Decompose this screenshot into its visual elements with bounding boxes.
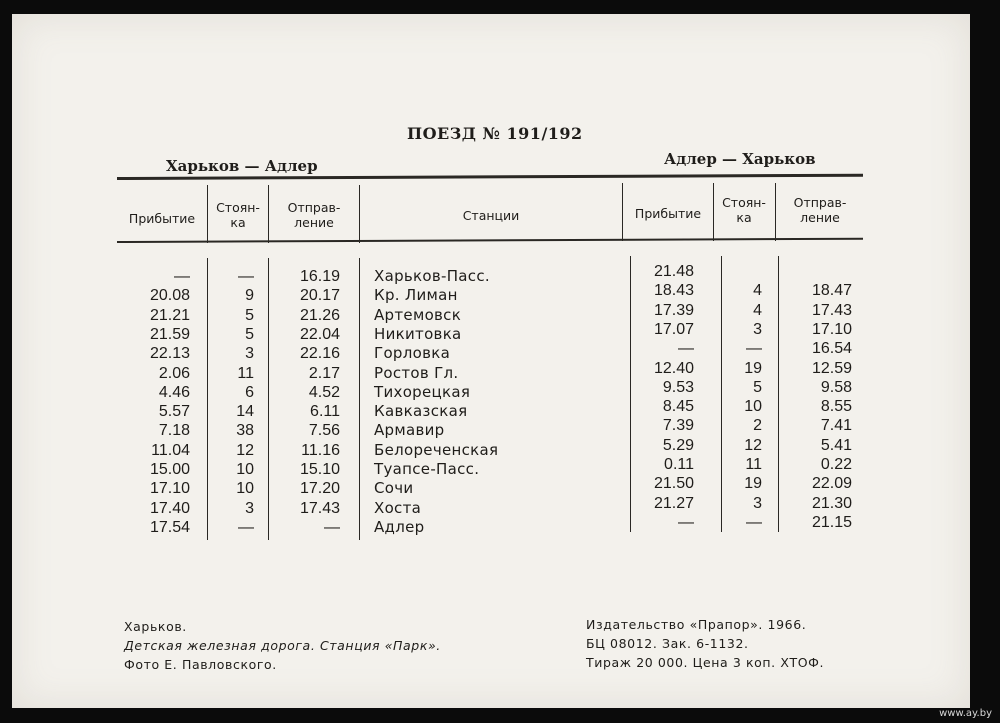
header-stop-line1: Стоян-	[722, 195, 766, 210]
departure-cell: 7.56	[308, 422, 340, 440]
watermark: www.ay.by	[939, 708, 992, 719]
return-departure-cell: 21.30	[811, 494, 852, 512]
arrival-cell: 21.59	[149, 325, 190, 343]
column-divider	[359, 258, 360, 540]
departure-cell: 4.52	[308, 383, 340, 401]
return-arrival-cell: 17.07	[653, 320, 694, 338]
return-arrival-cell: 9.53	[662, 378, 694, 396]
arrival-cell: —	[174, 268, 190, 285]
arrival-cell: 20.08	[149, 287, 190, 305]
stop-cell: 3	[245, 499, 254, 517]
header-departure-line1: Отправ-	[287, 200, 341, 215]
return-departure-cell: 9.58	[820, 378, 852, 396]
return-stop-cell: 12	[744, 436, 762, 454]
arrival-cell: 15.00	[149, 461, 190, 478]
return-arrival-cell: 7.39	[662, 417, 694, 435]
station-cell: Хоста	[374, 498, 422, 517]
return-arrival-cell: 21.50	[653, 475, 694, 493]
header-departure-line2: ление	[800, 210, 840, 225]
station-cell: Тихорецкая	[374, 382, 471, 401]
station-cell: Сочи	[374, 479, 414, 498]
footer-order: БЦ 08012. Зак. 6-1132.	[586, 636, 749, 651]
return-departure-cell: 5.41	[820, 436, 852, 454]
column-divider	[268, 258, 269, 540]
return-stop-cell: 3	[753, 494, 762, 512]
header-departure	[270, 200, 358, 230]
stop-cell: 5	[245, 306, 254, 324]
return-departure-cell: 16.54	[811, 340, 852, 358]
station-cell: Харьков-Пасс.	[374, 267, 490, 285]
return-stop-cell: 10	[744, 398, 762, 416]
return-stop-cell: 2	[753, 417, 762, 435]
header-divider	[622, 183, 623, 241]
return-departure-cell: 7.41	[820, 417, 852, 435]
return-departure-cell: 17.43	[811, 301, 852, 319]
departure-cell: 21.26	[299, 306, 340, 324]
return-departure-cell: 0.22	[820, 456, 852, 473]
footer-city: Харьков.	[124, 619, 187, 634]
arrival-cell: 5.57	[158, 403, 190, 421]
departure-cell: 22.16	[299, 345, 340, 363]
return-stop-cell: —	[746, 513, 762, 531]
departure-cell: —	[324, 518, 340, 536]
direction-adler-kharkov: Адлер — Харьков	[664, 150, 816, 168]
arrival-cell: 17.54	[149, 518, 190, 536]
arrival-cell: 21.21	[149, 306, 190, 324]
header-arrival: Прибытие	[128, 211, 196, 226]
arrival-cell: 7.18	[158, 422, 190, 440]
header-stop-line1: Стоян-	[216, 200, 260, 215]
station-cell: Кр. Лиман	[374, 286, 458, 305]
stop-cell: 3	[245, 345, 254, 363]
departure-cell: 6.11	[310, 403, 340, 421]
stop-cell: 5	[245, 325, 254, 343]
arrival-cell: 17.40	[149, 499, 190, 517]
return-stop-cell: 3	[753, 320, 762, 338]
header-departure-line2: ление	[294, 215, 334, 230]
return-arrival-cell: —	[678, 513, 694, 531]
departure-cell: 11.16	[301, 441, 340, 459]
departure-cell: 17.43	[299, 499, 340, 517]
station-cell: Артемовск	[374, 305, 462, 324]
header-departure-return	[777, 195, 863, 225]
header-divider	[268, 185, 269, 243]
return-stop-cell: 5	[753, 378, 762, 396]
header-stop-line2: ка	[736, 210, 752, 225]
stop-cell: —	[238, 268, 254, 285]
departure-cell: 16.19	[299, 268, 340, 285]
station-cell: Горловка	[374, 344, 451, 363]
station-cell: Ростов Гл.	[374, 363, 459, 382]
return-departure-cell: 17.10	[811, 320, 852, 338]
return-arrival-cell: 5.29	[662, 436, 694, 454]
station-cell: Никитовка	[374, 324, 462, 343]
departure-cell: 15.10	[299, 461, 340, 478]
return-arrival-cell: 21.48	[653, 263, 694, 280]
station-cell: Армавир	[374, 421, 445, 440]
stop-cell: 11	[237, 364, 254, 382]
return-departure-cell: 8.55	[820, 398, 852, 416]
departure-cell: 17.20	[299, 480, 340, 498]
header-stop-line2: ка	[230, 215, 246, 230]
return-arrival-cell: 0.11	[664, 456, 694, 473]
footer-print-run: Тираж 20 000. Цена 3 коп. ХТОФ.	[586, 655, 825, 670]
arrival-cell: 22.13	[149, 345, 190, 363]
station-cell: Туапсе-Пасс.	[374, 460, 480, 478]
station-cell: Кавказская	[374, 402, 468, 421]
departure-cell: 20.17	[299, 287, 340, 305]
return-stop-cell: 19	[744, 359, 762, 377]
header-stop	[208, 200, 268, 230]
header-arrival-return: Прибытие	[634, 206, 702, 221]
return-departure-cell: 22.09	[811, 475, 852, 493]
return-arrival-cell: 18.43	[653, 282, 694, 300]
header-stations: Станции	[462, 208, 520, 223]
footer-publisher: Издательство «Прапор». 1966.	[586, 617, 807, 632]
return-departure-cell: 12.59	[811, 359, 852, 377]
stop-cell: 6	[245, 383, 254, 401]
stop-cell: 14	[236, 403, 254, 421]
return-departure-cell: 18.47	[811, 282, 852, 300]
arrival-cell: 11.04	[151, 441, 190, 459]
return-arrival-cell: 12.40	[653, 359, 694, 377]
station-cell: Белореченская	[374, 440, 499, 459]
footer-photo-credit: Фото Е. Павловского.	[124, 657, 277, 672]
arrival-cell: 4.46	[158, 383, 190, 401]
station-cell: Адлер	[374, 517, 425, 536]
direction-kharkov-adler: Харьков — Адлер	[166, 157, 318, 175]
column-divider	[778, 256, 779, 532]
return-arrival-cell: —	[678, 340, 694, 358]
header-departure-line1: Отправ-	[793, 195, 847, 210]
return-stop-cell: 19	[744, 475, 762, 493]
arrival-cell: 2.06	[158, 364, 190, 382]
stop-cell: —	[238, 518, 254, 536]
stop-cell: 12	[236, 441, 254, 459]
return-stop-cell: 4	[753, 301, 762, 319]
return-stop-cell: —	[746, 340, 762, 358]
stop-cell: 10	[236, 480, 254, 498]
return-departure-cell: 21.15	[811, 513, 852, 531]
return-stop-cell: 4	[753, 282, 762, 300]
departure-cell: 22.04	[299, 325, 340, 343]
return-arrival-cell: 17.39	[653, 301, 694, 319]
header-divider	[359, 185, 360, 243]
return-stop-cell: 11	[745, 456, 762, 473]
stop-cell: 9	[245, 287, 254, 305]
column-divider	[630, 256, 631, 532]
header-divider	[775, 183, 776, 241]
stop-cell: 10	[236, 461, 254, 478]
stop-cell: 38	[236, 422, 254, 440]
page-title: ПОЕЗД № 191/192	[407, 124, 583, 143]
footer-caption: Детская железная дорога. Станция «Парк».	[124, 638, 441, 653]
return-arrival-cell: 8.45	[662, 398, 694, 416]
departure-cell: 2.17	[308, 364, 340, 382]
return-arrival-cell: 21.27	[653, 494, 694, 512]
arrival-cell: 17.10	[149, 480, 190, 498]
header-stop-return	[714, 195, 774, 225]
